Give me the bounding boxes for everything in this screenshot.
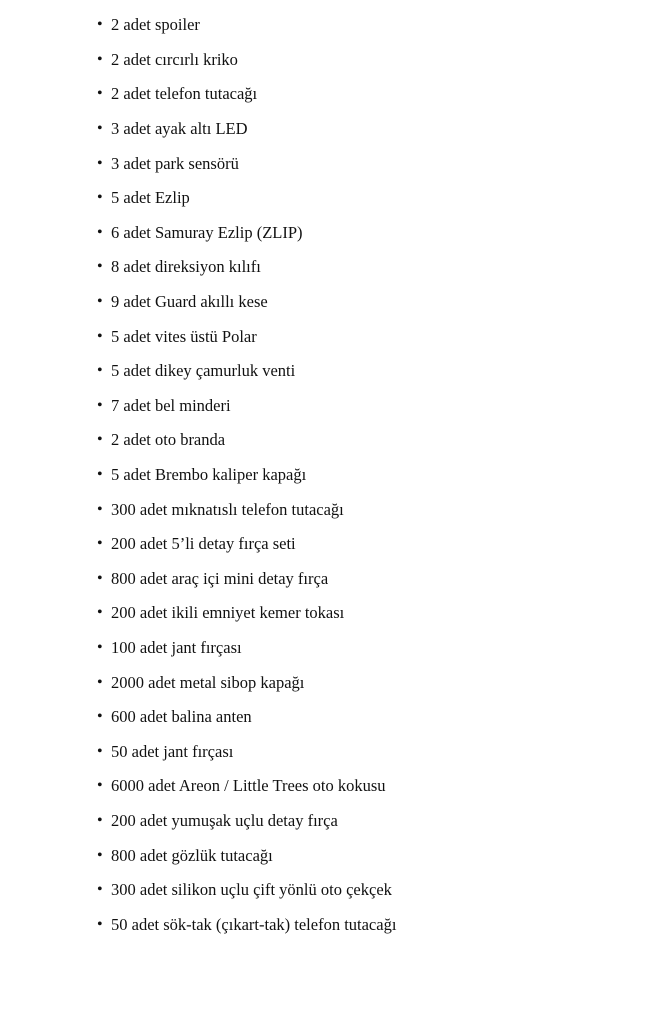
list-item-text: 200 adet ikili emniyet kemer tokası: [111, 603, 345, 623]
list-item-text: 50 adet jant fırçası: [111, 741, 234, 761]
list-item-text: 800 adet araç içi mini detay fırça: [111, 568, 329, 588]
list-item-text: 5 adet Brembo kaliper kapağı: [111, 465, 307, 485]
list-item: [97, 873, 637, 908]
list-item: [97, 146, 637, 181]
list-item-text: 5 adet dikey çamurluk venti: [111, 361, 296, 381]
bullet-icon: •: [97, 154, 103, 172]
list-item: [97, 250, 637, 285]
list-item: [97, 319, 637, 354]
list-item-text: 2 adet telefon tutacağı: [111, 84, 258, 104]
list-item: [97, 665, 637, 700]
bullet-icon: •: [97, 846, 103, 864]
list-item: [97, 43, 637, 78]
list-item: [97, 423, 637, 458]
list-item: [97, 596, 637, 631]
list-item-text: 6000 adet Areon / Little Trees oto kokusu: [111, 776, 386, 796]
bullet-icon: •: [97, 120, 103, 138]
bullet-icon: •: [97, 16, 103, 34]
bullet-icon: •: [97, 293, 103, 311]
list-item-text: 6 adet Samuray Ezlip (ZLIP): [111, 222, 303, 242]
list-item-text: 800 adet gözlük tutacağı: [111, 845, 273, 865]
bullet-icon: •: [97, 50, 103, 68]
bullet-icon: •: [97, 881, 103, 899]
list-item-text: 7 adet bel minderi: [111, 395, 231, 415]
list-item-text: 5 adet Ezlip: [111, 188, 190, 208]
bullet-icon: •: [97, 742, 103, 760]
bullet-icon: •: [97, 223, 103, 241]
list-item: [97, 216, 637, 251]
bullet-icon: •: [97, 258, 103, 276]
list-item: [97, 492, 637, 527]
bullet-icon: •: [97, 396, 103, 414]
list-item-text: 2 adet oto branda: [111, 430, 226, 450]
bullet-icon: •: [97, 362, 103, 380]
list-item: [97, 631, 637, 666]
list-item: [97, 700, 637, 735]
list-item-text: 8 adet direksiyon kılıfı: [111, 257, 261, 277]
list-item: [97, 285, 637, 320]
bullet-icon: •: [97, 604, 103, 622]
bullet-icon: •: [97, 431, 103, 449]
list-item: [97, 734, 637, 769]
bullet-icon: •: [97, 500, 103, 518]
list-item-text: 3 adet park sensörü: [111, 153, 239, 173]
bullet-icon: •: [97, 85, 103, 103]
list-item: [97, 112, 637, 147]
bullet-icon: •: [97, 535, 103, 553]
list-item-text: 200 adet yumuşak uçlu detay fırça: [111, 810, 338, 830]
bullet-icon: •: [97, 708, 103, 726]
list-item: [97, 389, 637, 424]
inventory-list: [97, 8, 637, 942]
bullet-icon: •: [97, 673, 103, 691]
list-item-text: 2 adet cırcırlı kriko: [111, 49, 238, 69]
bullet-icon: •: [97, 569, 103, 587]
list-item: [97, 458, 637, 493]
list-item: [97, 181, 637, 216]
list-item-text: 2 adet spoiler: [111, 15, 200, 35]
list-item: [97, 354, 637, 389]
bullet-icon: •: [97, 327, 103, 345]
bullet-icon: •: [97, 466, 103, 484]
list-item-text: 9 adet Guard akıllı kese: [111, 292, 268, 312]
bullet-icon: •: [97, 915, 103, 933]
list-item: [97, 562, 637, 597]
list-item: [97, 804, 637, 839]
list-item-text: 5 adet vites üstü Polar: [111, 326, 257, 346]
list-item: [97, 907, 637, 942]
list-item-text: 2000 adet metal sibop kapağı: [111, 672, 305, 692]
list-item: [97, 8, 637, 43]
list-item-text: 600 adet balina anten: [111, 707, 252, 727]
bullet-icon: •: [97, 638, 103, 656]
list-item: [97, 527, 637, 562]
bullet-icon: •: [97, 811, 103, 829]
list-item-text: 300 adet mıknatıslı telefon tutacağı: [111, 499, 344, 519]
list-item: [97, 769, 637, 804]
bullet-icon: •: [97, 189, 103, 207]
list-item-text: 100 adet jant fırçası: [111, 637, 242, 657]
list-item-text: 200 adet 5’li detay fırça seti: [111, 534, 296, 554]
list-item-text: 3 adet ayak altı LED: [111, 119, 248, 139]
list-item-text: 300 adet silikon uçlu çift yönlü oto çekçek: [111, 880, 392, 900]
bullet-icon: •: [97, 777, 103, 795]
list-item: [97, 838, 637, 873]
list-item: [97, 77, 637, 112]
list-item-text: 50 adet sök-tak (çıkart-tak) telefon tutacağı: [111, 914, 397, 934]
